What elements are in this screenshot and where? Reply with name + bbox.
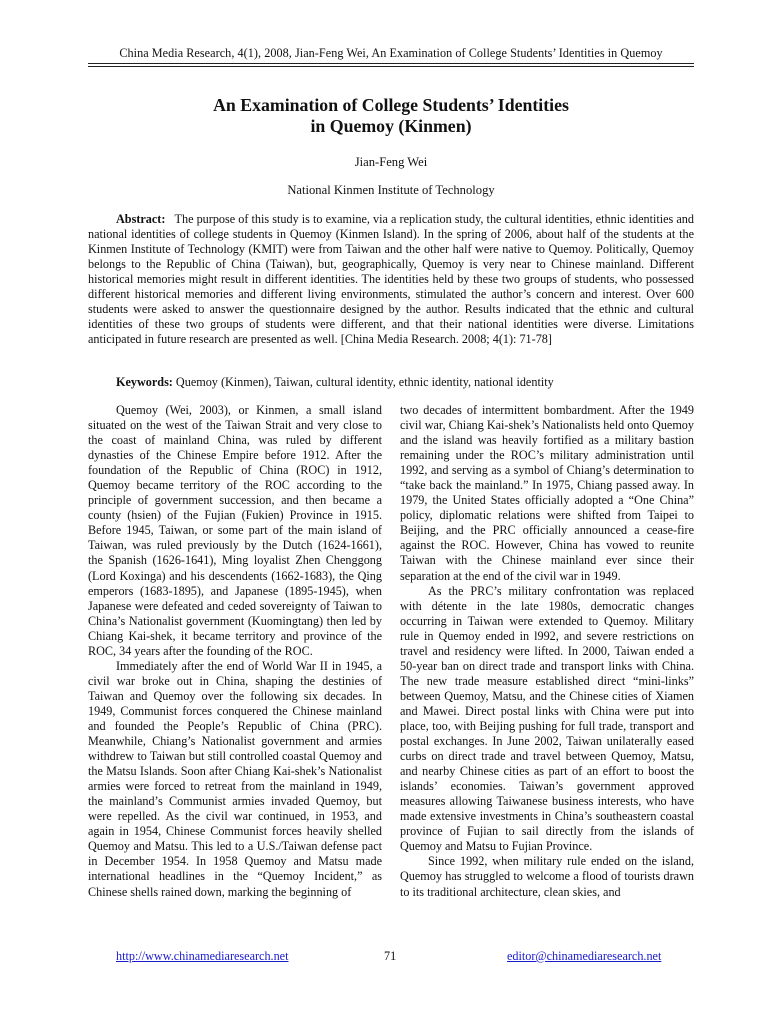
author-affiliation: National Kinmen Institute of Technology [287, 183, 495, 197]
page-number: 71 [384, 949, 397, 963]
footer-email [507, 949, 661, 964]
paragraph: Since 1992, when military rule ended on the island, Quemoy has struggled to welcome a flood of tourists drawn to its traditional architecture, clean skies, and [400, 854, 694, 899]
paragraph: As the PRC’s military confrontation was replaced with détente in the late 1980s, democratic changes occurring in Taiwan were extended to Quemoy. Military rule in Quemoy ended in l992, and severe restrictions on travel and residency were lifted. In 2000, Taiwan ended a 50-year ban on direct trade and transport links with China. The new trade measure established direct “mini-links” between Quemoy, Matsu, and the Chinese cities of Xiamen and Mawei. Direct postal links with China were put into place, too, with Beijing pushing for full trade, transport and postal exchanges. In June 2002, Taiwan unilaterally eased curbs on direct trade and travel between Quemoy, Matsu, and nearby Chinese cities as part of an effort to boost the islands’ economies. Taiwan’s government approved measures allowing Taiwanese business interests, who have made extensive investments in China’s southeastern coastal province of Fujian to sail directly from the islands of Quemoy and Matsu to Fujian Province. [400, 583, 694, 854]
paragraph: Immediately after the end of World War II in 1945, a civil war broke out in China, shaping the destinies of Taiwan and Quemoy over the following six decades. In 1949, Communist forces conquered the Chinese mainland and founded the People’s Republic of China (PRC). Meanwhile, Chiang’s Nationalist government and armies withdrew to Taiwan but still controlled coastal Quemoy and the Matsu Islands. Soon after Chiang Kai-shek’s Nationalist armies were forced to retreat from the mainland in 1949, the mainland’s Communist armies invaded Quemoy, but were repelled. As the civil war continued, in 1953, and again in 1954, Chinese Communist forces heavily shelled Quemoy and Matsu. This led to a U.S./Taiwan defense pact in December 1954. In 1958 Quemoy and Matsu made international headlines in the “Quemoy Incident,” as Chinese shells rained down, marking the beginning of [88, 658, 382, 899]
footer-website [116, 949, 288, 964]
article-title [88, 95, 694, 137]
paragraph: two decades of intermittent bombardment. After the 1949 civil war, Chiang Kai-shek’s Nationalists held onto Quemoy and the island was heavily fortified as a military bastion remaining under the ROC’s military administration until 1992, and serving as a symbol of Chiang’s determination to “take back the mainland.” In 1975, Chiang passed away. In 1979, the United States officially adopted a “One China” policy, diplomatic relations were shifted from Taipei to Beijing, and the PRC officially announced a cease-fire against the ROC. However, China has vowed to reunite Taiwan with the Chinese mainland ever since their separation at the end of the civil war in 1949. [400, 403, 694, 583]
keywords [116, 375, 694, 390]
website-link[interactable]: http://www.chinamediaresearch.net [116, 949, 289, 963]
running-head: China Media Research, 4(1), 2008, Jian-Feng Wei, An Examination of College Students’ Identities in Quemoy [119, 46, 663, 60]
body-column-right [400, 403, 694, 900]
paragraph: Quemoy (Wei, 2003), or Kinmen, a small island situated on the west of the Taiwan Strait and very close to the coast of mainland China, was ruled by different dynasties of the Chinese Empire before 1912. After the foundation of the Republic of China (ROC) in 1912, Quemoy became territory of the ROC according to the principle of government succession, and then became a county (hsien) of the Fujian (Fukien) Province in 1915. Before 1945, Taiwan, or some part of the main island of Taiwan, was ruled previously by the Dutch (1624-1661), the Spanish (1626-1641), Ming loyalist Zhen Chenggong (Lord Koxinga) and his descendents (1662-1683), the Qing emperors (1683-1895), and Japanese (1895-1945), when Japanese were defeated and ceded sovereignty of Taiwan to China’s Nationalist government (Kuomingtang) then led by Chiang Kai-shek, it became territory and province of the ROC, 34 years after the founding of the ROC. [88, 403, 382, 658]
title-line-1: An Examination of College Students’ Identities [213, 95, 569, 115]
body-column-left [88, 403, 382, 900]
keywords-text: Quemoy (Kinmen), Taiwan, cultural identity, ethnic identity, national identity [175, 375, 554, 389]
author-name: Jian-Feng Wei [354, 155, 428, 169]
abstract-label: Abstract: [116, 212, 166, 226]
keywords-label: Keywords: [116, 375, 173, 389]
abstract [88, 212, 694, 347]
email-link[interactable]: editor@chinamediaresearch.net [507, 949, 662, 963]
abstract-text: The purpose of this study is to examine, via a replication study, the cultural identities, ethnic identities and national identities of college students in Quemoy (Kinmen Island). In the spring of 2006, about half of the students at the Kinmen Institute of Technology (KMIT) were from Taiwan and the other half were native to Quemoy. Politically, Quemoy belongs to the Republic of China (Taiwan), but, geographically, Quemoy is very near to Chinese mainland. Different historical memories might result in different identities. The identities held by these two groups of students, who possessed different historical memories and different living environments, stimulated the author’s concern and interest. Over 600 students were asked to answer the questionnaire designed by the author. Results indicated that the ethnic and cultural identities of these two groups of students were different, and that their national identities were diverse. Limitations anticipated in future research are presented as well. [China Media Research. 2008; 4(1): 71-78] [88, 212, 694, 347]
header-rule [88, 63, 694, 64]
header-rule-thin [88, 66, 694, 67]
title-line-2: in Quemoy (Kinmen) [310, 116, 472, 136]
